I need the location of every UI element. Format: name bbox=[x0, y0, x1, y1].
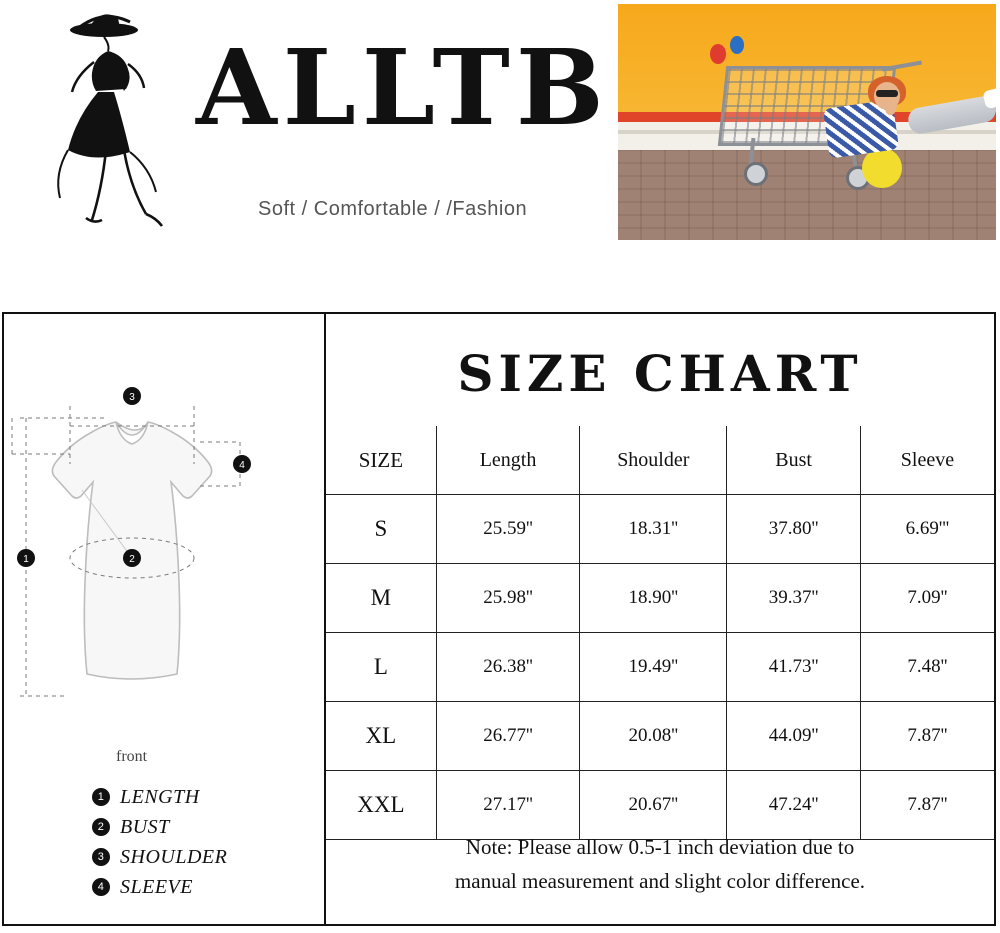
cell-size: XXL bbox=[326, 771, 436, 840]
cell-length: 25.98'' bbox=[436, 564, 580, 633]
table-row bbox=[326, 702, 994, 771]
column-header-size: SIZE bbox=[326, 426, 436, 495]
legend-item bbox=[92, 842, 312, 872]
svg-text:2: 2 bbox=[129, 554, 135, 565]
legend-item bbox=[92, 872, 312, 902]
size-chart-table bbox=[326, 426, 994, 840]
shopping-cart-illustration bbox=[722, 66, 912, 186]
svg-text:4: 4 bbox=[239, 460, 245, 471]
brand-block bbox=[0, 0, 610, 248]
cell-size: M bbox=[326, 564, 436, 633]
tshirt-measurement-diagram bbox=[4, 314, 326, 764]
cart-wheel bbox=[744, 162, 768, 186]
legend-label: SHOULDER bbox=[120, 845, 228, 868]
legend-label: BUST bbox=[120, 815, 170, 838]
cell-sleeve: 7.09'' bbox=[860, 564, 994, 633]
column-header-sleeve: Sleeve bbox=[860, 426, 994, 495]
cell-bust: 37.80'' bbox=[727, 495, 861, 564]
column-header-length: Length bbox=[436, 426, 580, 495]
cell-shoulder: 20.08'' bbox=[580, 702, 727, 771]
size-chart-title: SIZE CHART bbox=[457, 344, 863, 403]
brand-header bbox=[0, 0, 1000, 248]
table-header-row bbox=[326, 426, 994, 495]
legend-bullet-icon: 4 bbox=[92, 878, 110, 896]
decor-shape-blue bbox=[730, 36, 744, 54]
garment-diagram-column bbox=[4, 314, 326, 924]
cell-length: 25.59'' bbox=[436, 495, 580, 564]
cell-length: 27.17'' bbox=[436, 771, 580, 840]
measurement-note bbox=[326, 830, 994, 898]
legend-label: SLEEVE bbox=[120, 875, 193, 898]
cell-shoulder: 20.67'' bbox=[580, 771, 727, 840]
size-chart-panel bbox=[2, 312, 996, 926]
cell-size: L bbox=[326, 633, 436, 702]
measurement-legend bbox=[92, 782, 312, 902]
legend-item bbox=[92, 782, 312, 812]
cell-shoulder: 18.90'' bbox=[580, 564, 727, 633]
cell-sleeve: 7.87'' bbox=[860, 702, 994, 771]
svg-text:3: 3 bbox=[129, 392, 135, 403]
yellow-bag bbox=[862, 148, 902, 188]
cell-shoulder: 19.49'' bbox=[580, 633, 727, 702]
sunglasses-icon bbox=[876, 90, 898, 97]
legend-bullet-icon: 2 bbox=[92, 818, 110, 836]
legend-item bbox=[92, 812, 312, 842]
brand-tagline: Soft / Comfortable / /Fashion bbox=[258, 198, 528, 220]
column-header-shoulder: Shoulder bbox=[580, 426, 727, 495]
svg-text:1: 1 bbox=[23, 554, 29, 565]
cell-sleeve: 7.48'' bbox=[860, 633, 994, 702]
cell-length: 26.77'' bbox=[436, 702, 580, 771]
legend-bullet-icon: 3 bbox=[92, 848, 110, 866]
hero-photo bbox=[618, 4, 996, 240]
decor-shape-red bbox=[710, 44, 726, 64]
legend-bullet-icon: 1 bbox=[92, 788, 110, 806]
table-row bbox=[326, 495, 994, 564]
cell-size: XL bbox=[326, 702, 436, 771]
cell-bust: 47.24'' bbox=[727, 771, 861, 840]
column-header-bust: Bust bbox=[727, 426, 861, 495]
cell-bust: 39.37'' bbox=[727, 564, 861, 633]
cell-bust: 44.09'' bbox=[727, 702, 861, 771]
size-chart-column bbox=[326, 314, 994, 924]
cell-shoulder: 18.31'' bbox=[580, 495, 727, 564]
diagram-front-caption: front bbox=[116, 748, 148, 765]
cell-length: 26.38'' bbox=[436, 633, 580, 702]
cell-bust: 41.73'' bbox=[727, 633, 861, 702]
cell-size: S bbox=[326, 495, 436, 564]
cell-sleeve: 6.69''' bbox=[860, 495, 994, 564]
table-row bbox=[326, 564, 994, 633]
cell-sleeve: 7.87'' bbox=[860, 771, 994, 840]
brand-name: ALLTB bbox=[196, 26, 610, 149]
table-row bbox=[326, 633, 994, 702]
legend-label: LENGTH bbox=[120, 785, 200, 808]
fashion-lady-silhouette-icon bbox=[42, 4, 202, 234]
note-line-2: manual measurement and slight color difference. bbox=[454, 869, 866, 893]
note-line-1: Note: Please allow 0.5-1 inch deviation due to bbox=[465, 835, 855, 859]
